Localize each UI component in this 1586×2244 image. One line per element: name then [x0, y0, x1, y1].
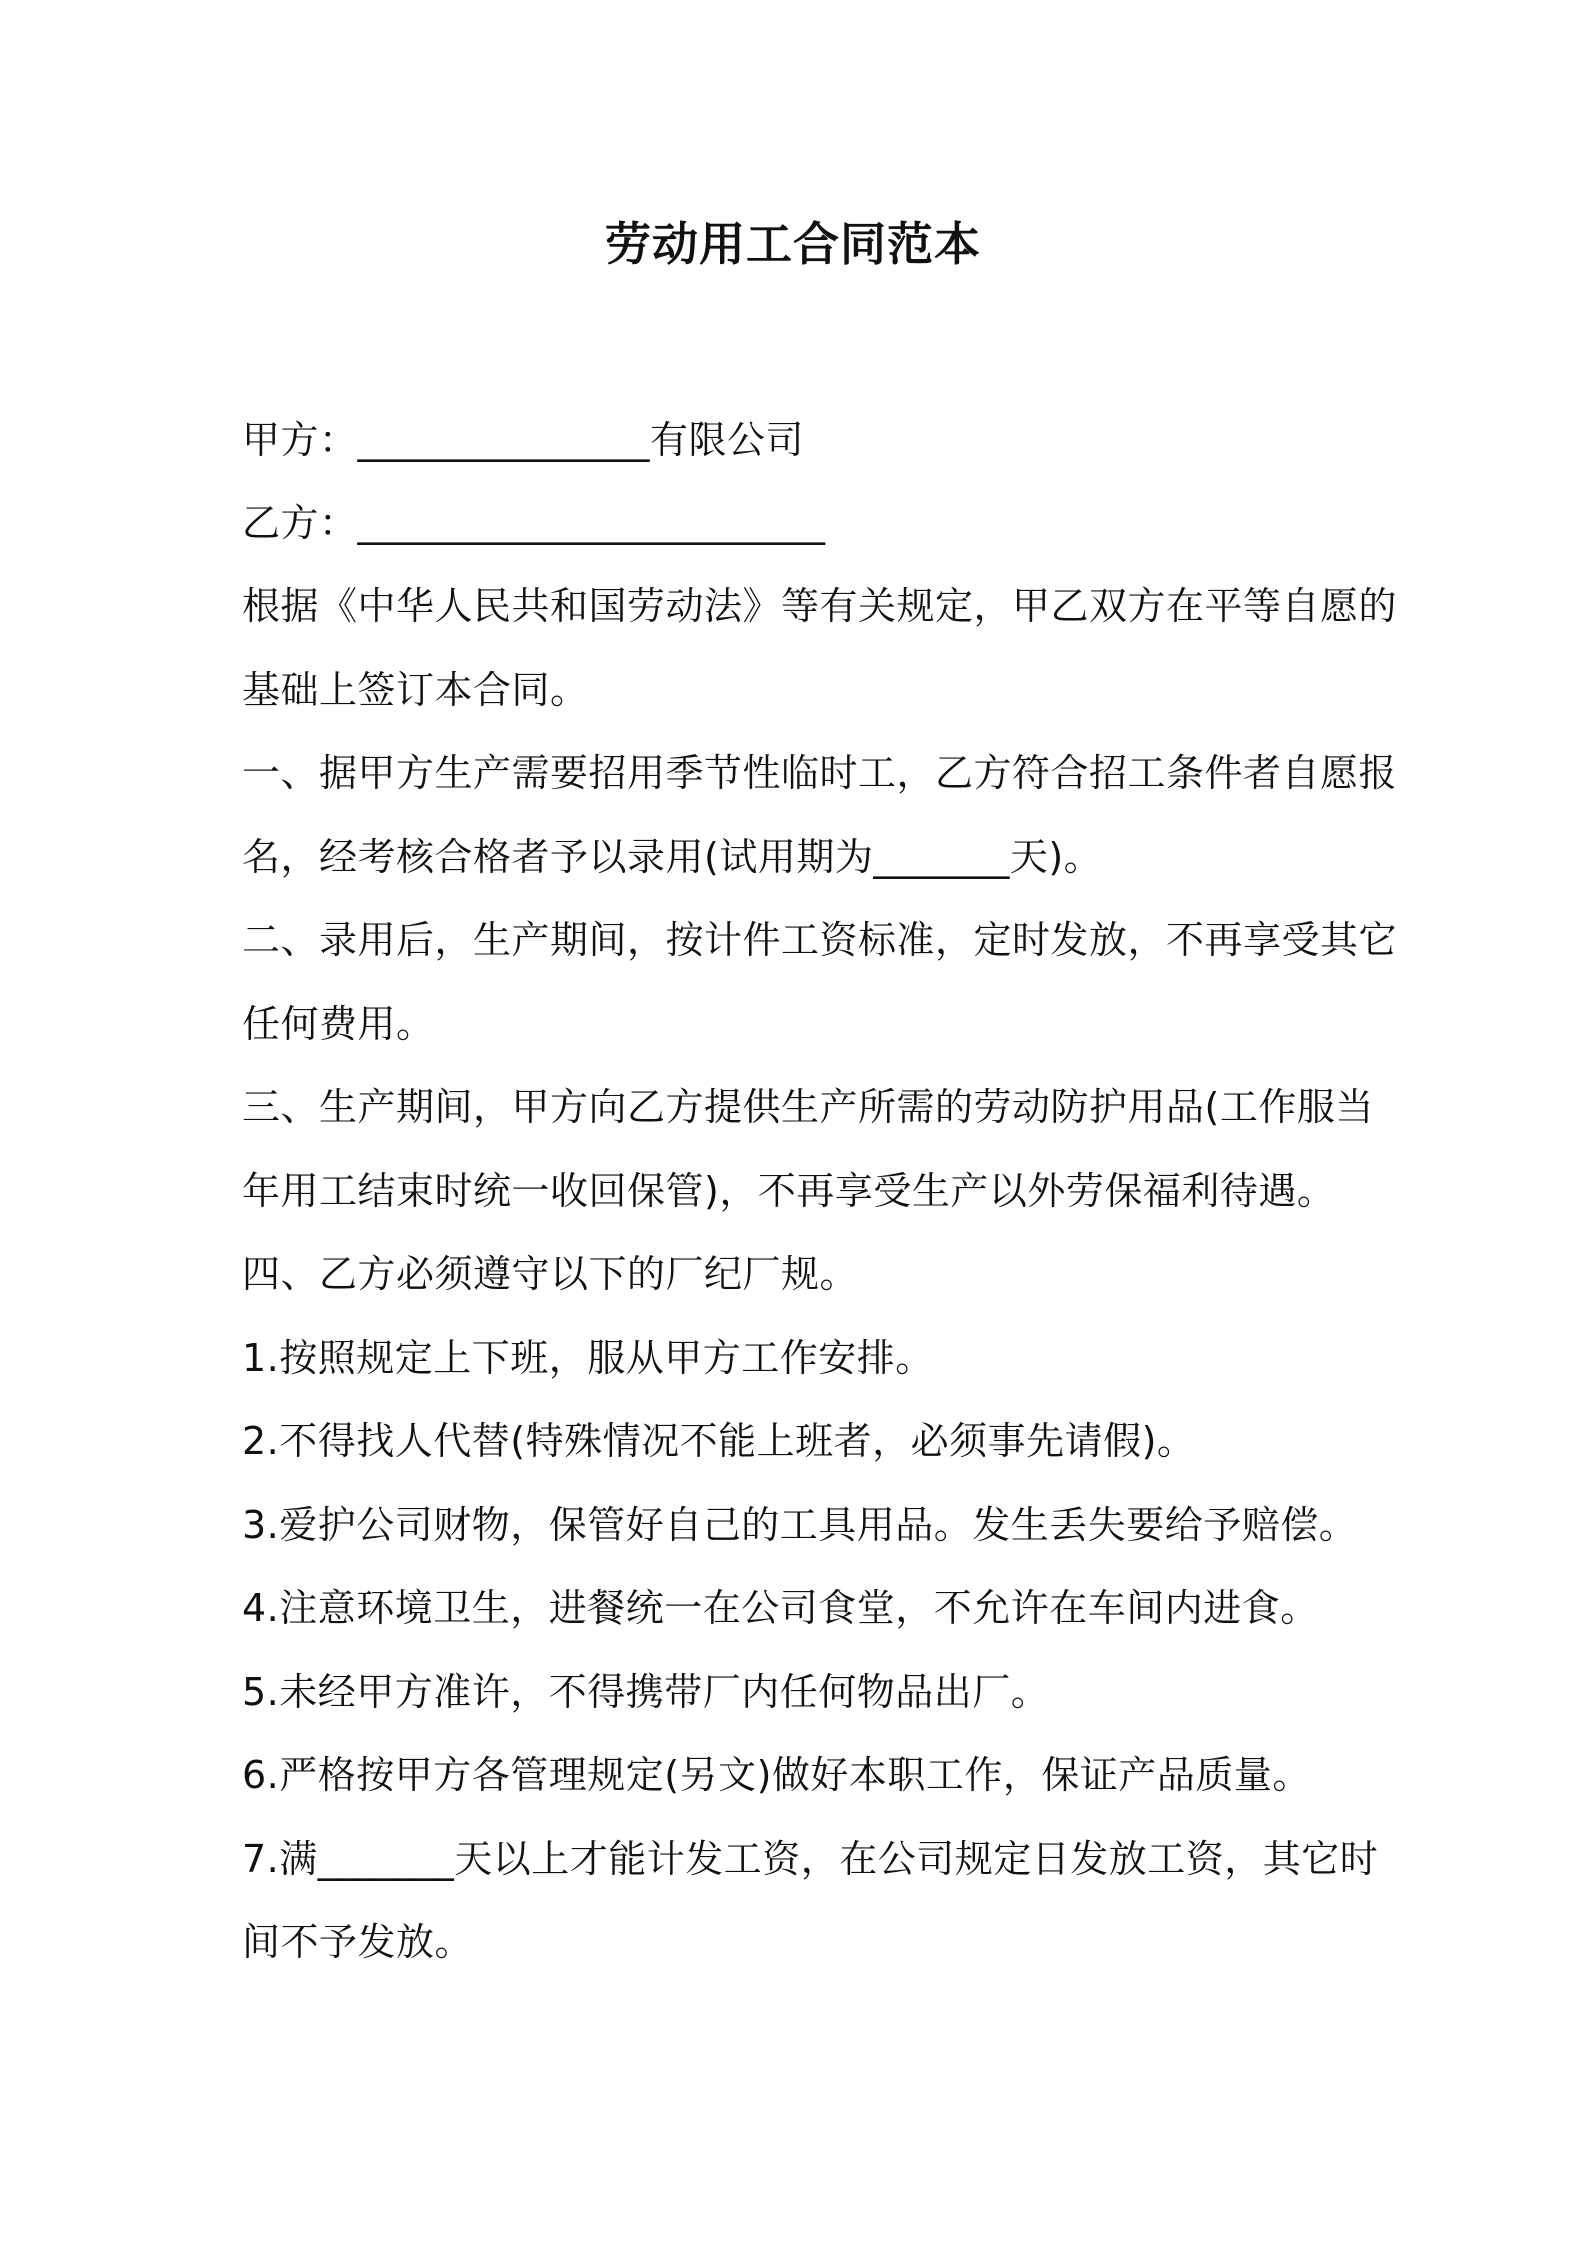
- rule-7-line-2: 间不予发放。: [242, 1920, 474, 1964]
- rule-5: 5.未经甲方准许，不得携带厂内任何物品出厂。: [242, 1670, 1050, 1714]
- rule-4: 4.注意环境卫生，进餐统一在公司食堂，不允许在车间内进食。: [242, 1586, 1319, 1630]
- preamble-line-2: 基础上签订本合同。: [242, 668, 589, 712]
- rule-2: 2.不得找人代替(特殊情况不能上班者，必须事先请假)。: [242, 1419, 1196, 1463]
- clause-3-line-2: 年用工结束时统一收回保管)，不再享受生产以外劳保福利待遇。: [242, 1169, 1336, 1213]
- clause-2-line-1: 二、录用后，生产期间，按计件工资标准，定时发放，不再享受其它: [242, 918, 1398, 962]
- clause-4-heading: 四、乙方必须遵守以下的厂纪厂规。: [242, 1252, 859, 1296]
- rule-1: 1.按照规定上下班，服从甲方工作安排。: [242, 1336, 934, 1380]
- rule-7-line-1: 7.满_______天以上才能计发工资，在公司规定日发放工资，其它时: [242, 1837, 1379, 1881]
- party-a-line: 甲方：_______________有限公司: [242, 418, 805, 462]
- party-b-line: 乙方：________________________: [242, 501, 826, 545]
- preamble-line-1: 根据《中华人民共和国劳动法》等有关规定，甲乙双方在平等自愿的: [242, 584, 1398, 628]
- clause-2-line-2: 任何费用。: [242, 1002, 435, 1046]
- clause-1-line-1: 一、据甲方生产需要招用季节性临时工，乙方符合招工条件者自愿报: [242, 751, 1398, 795]
- document-title: 劳动用工合同范本: [605, 217, 981, 271]
- clause-1-line-2: 名，经考核合格者予以录用(试用期为_______天)。: [242, 835, 1103, 879]
- rule-6: 6.严格按甲方各管理规定(另文)做好本职工作，保证产品质量。: [242, 1753, 1311, 1797]
- clause-3-line-1: 三、生产期间，甲方向乙方提供生产所需的劳动防护用品(工作服当: [242, 1085, 1374, 1129]
- rule-3: 3.爱护公司财物，保管好自己的工具用品。发生丢失要给予赔偿。: [242, 1503, 1358, 1547]
